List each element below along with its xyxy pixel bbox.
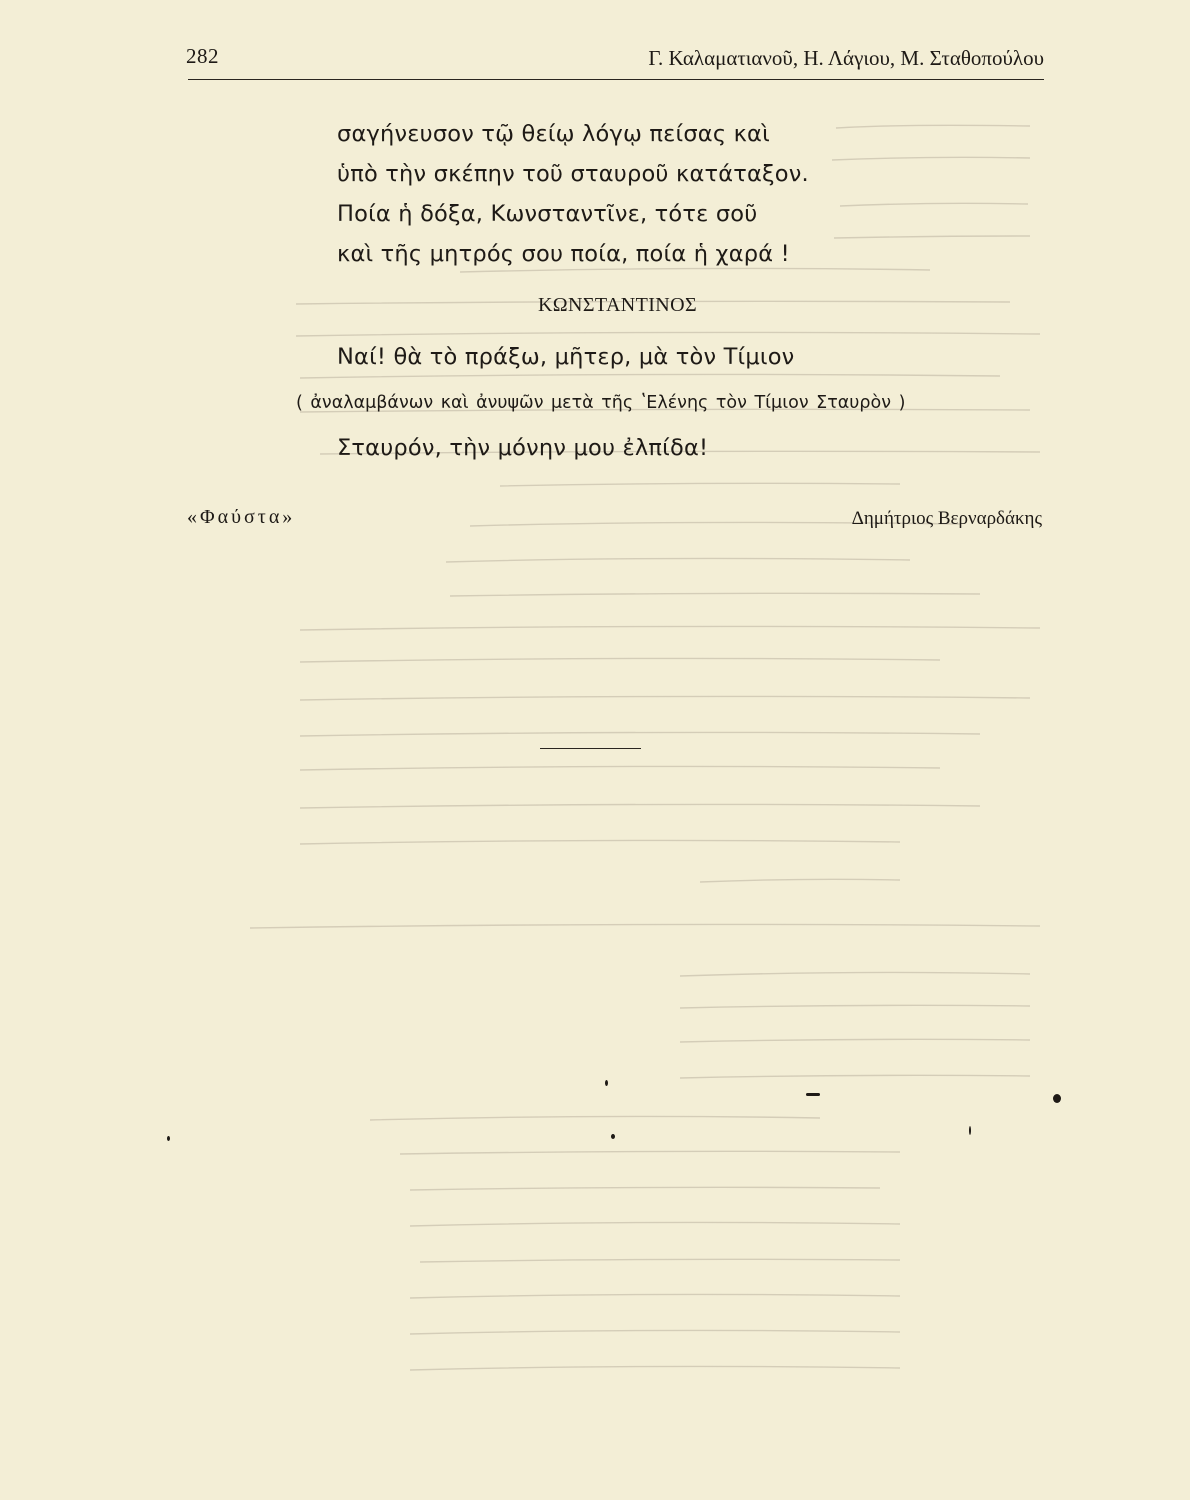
stage-direction: ( ἀναλαμβάνων καὶ ἀνυψῶν μετὰ τῆς ʽΕλένης τὸν Τίμιον Σταυρὸν ) bbox=[296, 393, 906, 413]
paper-speck bbox=[1053, 1094, 1061, 1103]
verse-line-1: σαγήνευσον τῷ θείῳ λόγῳ πείσας καὶ bbox=[337, 121, 770, 147]
paper-speck bbox=[167, 1136, 170, 1141]
speaker-name: ΚΩΝΣΤΑΝΤΙΝΟΣ bbox=[537, 294, 698, 316]
running-head-authors: Γ. Καλαματιανοῦ, Η. Λάγιου, Μ. Σταθοπούλου bbox=[648, 46, 1044, 70]
header-rule bbox=[188, 79, 1044, 80]
paper-speck bbox=[806, 1093, 820, 1096]
author-name: Δημήτριος Βερναρδάκης bbox=[851, 508, 1042, 529]
verse-line-4: καὶ τῆς μητρός σου ποία, ποία ἡ χαρά ! bbox=[337, 241, 790, 267]
verse-line-3: Ποία ἡ δόξα, Κωνσταντῖνε, τότε σοῦ bbox=[337, 201, 758, 227]
paper-speck bbox=[605, 1080, 608, 1086]
reply-line-2: Σταυρόν, τὴν μόνην μου ἐλπίδα! bbox=[337, 435, 709, 461]
reply-line-1: Ναί! θὰ τὸ πράξω, μῆτερ, μὰ τὸν Τίμιον bbox=[337, 344, 795, 370]
paper-speck bbox=[969, 1126, 971, 1135]
verse-line-2: ὑπὸ τὴν σκέπην τοῦ σταυροῦ κατάταξον. bbox=[337, 161, 809, 187]
closing-rule bbox=[540, 748, 641, 749]
paper-speck bbox=[611, 1134, 615, 1139]
page-number: 282 bbox=[186, 44, 219, 68]
source-title: «Φαύστα» bbox=[187, 506, 296, 528]
